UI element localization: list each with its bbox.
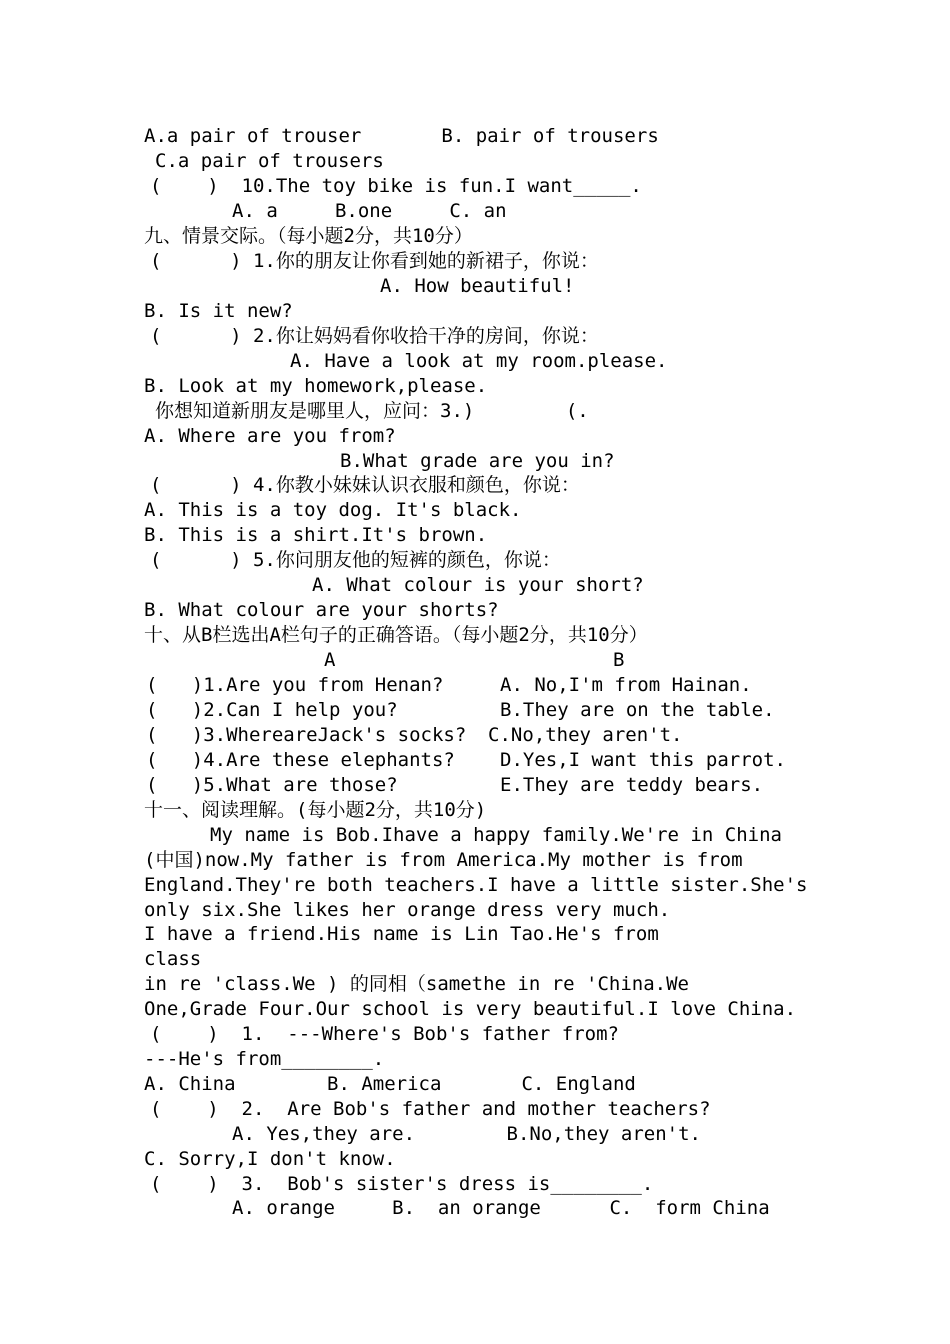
reading-q2-options-ab: A. Yes,they are. B.No,they aren't. [232, 1123, 701, 1145]
passage-line-2: (中国)now.My father is from America.My mother is from [144, 849, 743, 871]
s9-q5-option-b: B. What colour are your shorts? [144, 599, 499, 621]
passage-line-4: only six.She likes her orange dress very much. [144, 899, 671, 921]
s9-q4-option-a: A. This is a toy dog. It's black. [144, 499, 522, 521]
s9-q5-question: ( ) 5.你问朋友他的短裤的颜色，你说： [150, 549, 561, 571]
match-answer-a: A. No,I'm from Hainan. [500, 674, 752, 696]
s9-q2-option-a: A. Have a look at my room.please. [290, 350, 668, 372]
column-a-header: A [324, 649, 336, 671]
s9-q1-option-b: B. Is it new? [144, 300, 293, 322]
s9-q3-option-b: B.What grade are you in? [340, 450, 615, 472]
s9-q3-option-a: A. Where are you from? [144, 425, 396, 447]
s9-q4-question: ( ) 4.你教小妹妹认识衣服和颜色，你说： [150, 474, 580, 496]
column-b-header: B [613, 649, 625, 671]
match-q5: ( )5.What are those? [146, 774, 398, 796]
q10-question: ( ) 10.The toy bike is fun.I want_____. [150, 175, 642, 197]
s9-q2-option-b: B. Look at my homework,please. [144, 375, 488, 397]
reading-q2-question: ( ) 2. Are Bob's father and mother teachers? [150, 1098, 711, 1120]
s9-q3-question: 你想知道新朋友是哪里人，应问：3.) (. [155, 400, 589, 422]
match-answer-b: B.They are on the table. [500, 699, 775, 721]
reading-q3-options: A. orange B. an orange C. form China [232, 1197, 770, 1219]
passage-line-8: One,Grade Four.Our school is very beautiful.I love China. [144, 998, 797, 1020]
passage-line-6: class [144, 948, 202, 970]
match-q2: ( )2.Can I help you? [146, 699, 398, 721]
section-9-heading: 九、情景交际。（每小题2分，共10分） [144, 225, 473, 247]
reading-q1-question: ( ) 1. ---Where's Bob's father from? [150, 1023, 619, 1045]
reading-q1-options: A. China B. America C. England [144, 1073, 636, 1095]
passage-line-3: England.They're both teachers.I have a little sister.She's [144, 874, 808, 896]
s9-q2-question: ( ) 2.你让妈妈看你收拾干净的房间，你说： [150, 325, 599, 347]
q10-options: A. a B.one C. an [232, 200, 507, 222]
s9-q5-option-a: A. What colour is your short? [312, 574, 644, 596]
passage-line-5: I have a friend.His name is Lin Tao.He's from [144, 923, 659, 945]
section-10-heading: 十、从B栏选出A栏句子的正确答语。（每小题2分，共10分） [144, 624, 648, 646]
match-q4: ( )4.Are these elephants? [146, 749, 455, 771]
match-answer-e: E.They are teddy bears. [500, 774, 764, 796]
match-q1: ( )1.Are you from Henan? [146, 674, 444, 696]
match-answer-d: D.Yes,I want this parrot. [500, 749, 786, 771]
q9-option-a: A.a pair of trouser B. pair of trousers [144, 125, 659, 147]
match-q3: ( )3.WhereareJack's socks? [146, 724, 467, 746]
reading-q3-question: ( ) 3. Bob's sister's dress is________. [150, 1173, 654, 1195]
match-answer-c: C.No,they aren't. [488, 724, 683, 746]
passage-line-1: My name is Bob.Ihave a happy family.We're in China [210, 824, 782, 846]
q9-option-c: C.a pair of trousers [155, 150, 384, 172]
passage-line-7: in re 'class.We ) 的同相（samethe in re 'China.We [144, 973, 689, 995]
reading-q1-answer-line: ---He's from________. [144, 1048, 385, 1070]
s9-q1-question: ( ) 1.你的朋友让你看到她的新裙子，你说： [150, 250, 599, 272]
section-11-heading: 十一、阅读理解。(每小题2分，共10分) [144, 799, 487, 821]
reading-q2-option-c: C. Sorry,I don't know. [144, 1148, 396, 1170]
s9-q1-option-a: A. How beautiful! [380, 275, 575, 297]
s9-q4-option-b: B. This is a shirt.It's brown. [144, 524, 488, 546]
